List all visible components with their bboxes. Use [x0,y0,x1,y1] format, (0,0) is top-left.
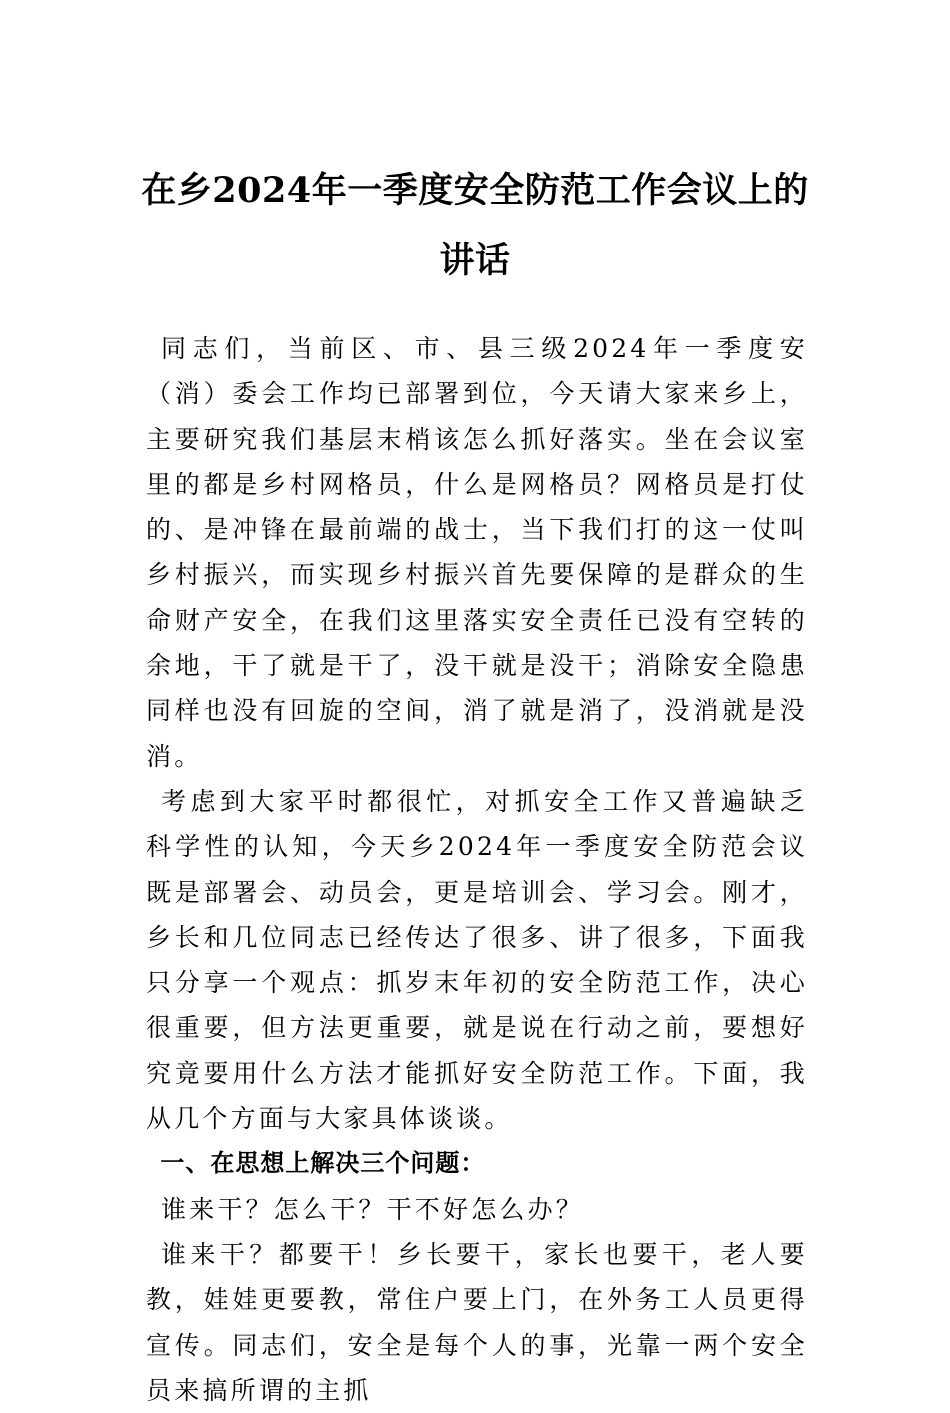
body-paragraph: 同志们，当前区、市、县三级2024年一季度安（消）委会工作均已部署到位，今天请大家来乡上，主要研究我们基层末梢该怎么抓好落实。坐在会议室里的都是乡村网格员，什么是网格员？网格员是打仗的、是冲锋在最前端的战士，当下我们打的这一仗叫乡村振兴，而实现乡村振兴首先要保障的是群众的生命财产安全，在我们这里落实安全责任已没有空转的余地，干了就是干了，没干就是没干；消除安全隐患同样也没有回旋的空间，消了就是消了，没消就是没消。 [146,334,808,771]
title-line-1: 在乡2024年一季度安全防范工作会议上的 [141,170,809,211]
document-title [140,156,810,296]
title-line-2: 讲话 [439,240,511,281]
section-paragraph: 谁来干？都要干！乡长要干，家长也要干，老人要教，娃娃更要教，常住户要上门，在外务工人员更得宣传。同志们，安全是每个人的事，光靠一两个安全员来搞所谓的主抓 [146,1239,808,1405]
section-paragraph: 谁来干？怎么干？干不好怎么办？ [161,1194,585,1224]
body-paragraph: 考虑到大家平时都很忙，对抓安全工作又普遍缺乏科学性的认知，今天乡2024年一季度安全防范会议既是部署会、动员会，更是培训会、学习会。刚才，乡长和几位同志已经传达了很多、讲了很多，下面我只分享一个观点：抓岁末年初的安全防范工作，决心很重要，但方法更重要，就是说在行动之前，要想好究竟要用什么方法才能抓好安全防范工作。下面，我从几个方面与大家具体谈谈。 [146,786,808,1134]
document-body [146,326,808,1413]
section-heading: 一、在思想上解决三个问题： [160,1149,486,1178]
